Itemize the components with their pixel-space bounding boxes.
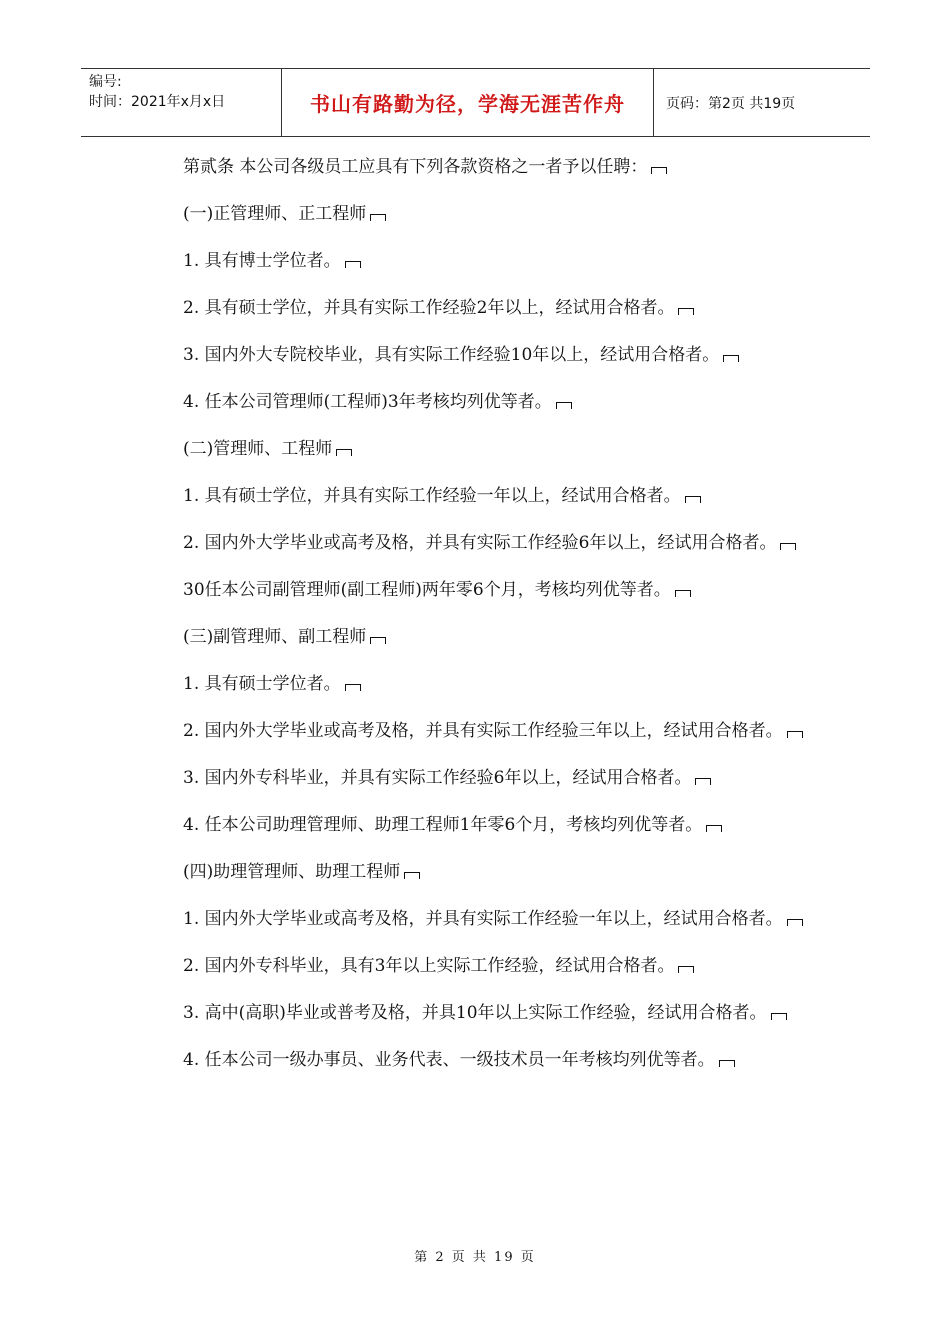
paragraph-mark-icon	[556, 402, 572, 409]
paragraph: 4. 任本公司助理管理师、助理工程师1年零6个月，考核均列优等者。	[145, 813, 815, 837]
paragraph-mark-icon	[685, 496, 701, 503]
paragraph: 1. 国内外大学毕业或高考及格，并具有实际工作经验一年以上，经试用合格者。	[145, 907, 815, 931]
paragraph-mark-icon	[370, 637, 386, 644]
paragraph: 3. 国内外大专院校毕业，具有实际工作经验10年以上，经试用合格者。	[145, 343, 815, 367]
paragraph: (三)副管理师、副工程师	[145, 625, 815, 649]
paragraph: 3. 国内外专科毕业，并具有实际工作经验6年以上，经试用合格者。	[145, 766, 815, 790]
paragraph: 2. 具有硕士学位，并具有实际工作经验2年以上，经试用合格者。	[145, 296, 815, 320]
paragraph-mark-icon	[651, 167, 667, 174]
paragraph-mark-icon	[771, 1013, 787, 1020]
paragraph-mark-icon	[345, 684, 361, 691]
paragraph-mark-icon	[723, 355, 739, 362]
paragraph-mark-icon	[404, 872, 420, 879]
header-date: 时间：2021年x月x日	[89, 94, 226, 110]
paragraph: 2. 国内外专科毕业，具有3年以上实际工作经验，经试用合格者。	[145, 954, 815, 978]
paragraph: 2. 国内外大学毕业或高考及格，并具有实际工作经验6年以上，经试用合格者。	[145, 531, 815, 555]
paragraph-mark-icon	[345, 261, 361, 268]
paragraph-mark-icon	[706, 825, 722, 832]
paragraph: (二)管理师、工程师	[145, 437, 815, 461]
header-motto: 书山有路勤为径，学海无涯苦作舟	[282, 69, 654, 136]
page-header	[81, 68, 870, 137]
paragraph-mark-icon	[370, 214, 386, 221]
paragraph: 4. 任本公司管理师(工程师)3年考核均列优等者。	[145, 390, 815, 414]
header-page-info: 页码：第2页 共19页	[666, 95, 796, 112]
header-meta	[81, 69, 282, 136]
paragraph: (四)助理管理师、助理工程师	[145, 860, 815, 884]
paragraph: (一)正管理师、正工程师	[145, 202, 815, 226]
paragraph: 4. 任本公司一级办事员、业务代表、一级技术员一年考核均列优等者。	[145, 1048, 815, 1072]
paragraph: 30任本公司副管理师(副工程师)两年零6个月，考核均列优等者。	[145, 578, 815, 602]
paragraph: 1. 具有博士学位者。	[145, 249, 815, 273]
paragraph: 1. 具有硕士学位者。	[145, 672, 815, 696]
paragraph-mark-icon	[336, 449, 352, 456]
paragraph-mark-icon	[719, 1060, 735, 1067]
paragraph-mark-icon	[678, 308, 694, 315]
paragraph-mark-icon	[787, 731, 803, 738]
header-number: 编号:	[89, 74, 122, 90]
page-footer: 第 2 页 共 19 页	[414, 1250, 536, 1265]
paragraph: 第贰条 本公司各级员工应具有下列各款资格之一者予以任聘：	[145, 155, 815, 179]
paragraph: 3. 高中(高职)毕业或普考及格，并具10年以上实际工作经验，经试用合格者。	[145, 1001, 815, 1025]
paragraph-mark-icon	[675, 590, 691, 597]
document-body	[145, 155, 815, 1095]
paragraph: 1. 具有硕士学位，并具有实际工作经验一年以上，经试用合格者。	[145, 484, 815, 508]
paragraph-mark-icon	[787, 919, 803, 926]
paragraph: 2. 国内外大学毕业或高考及格，并具有实际工作经验三年以上，经试用合格者。	[145, 719, 815, 743]
paragraph-mark-icon	[780, 543, 796, 550]
paragraph-mark-icon	[678, 966, 694, 973]
paragraph-mark-icon	[695, 778, 711, 785]
